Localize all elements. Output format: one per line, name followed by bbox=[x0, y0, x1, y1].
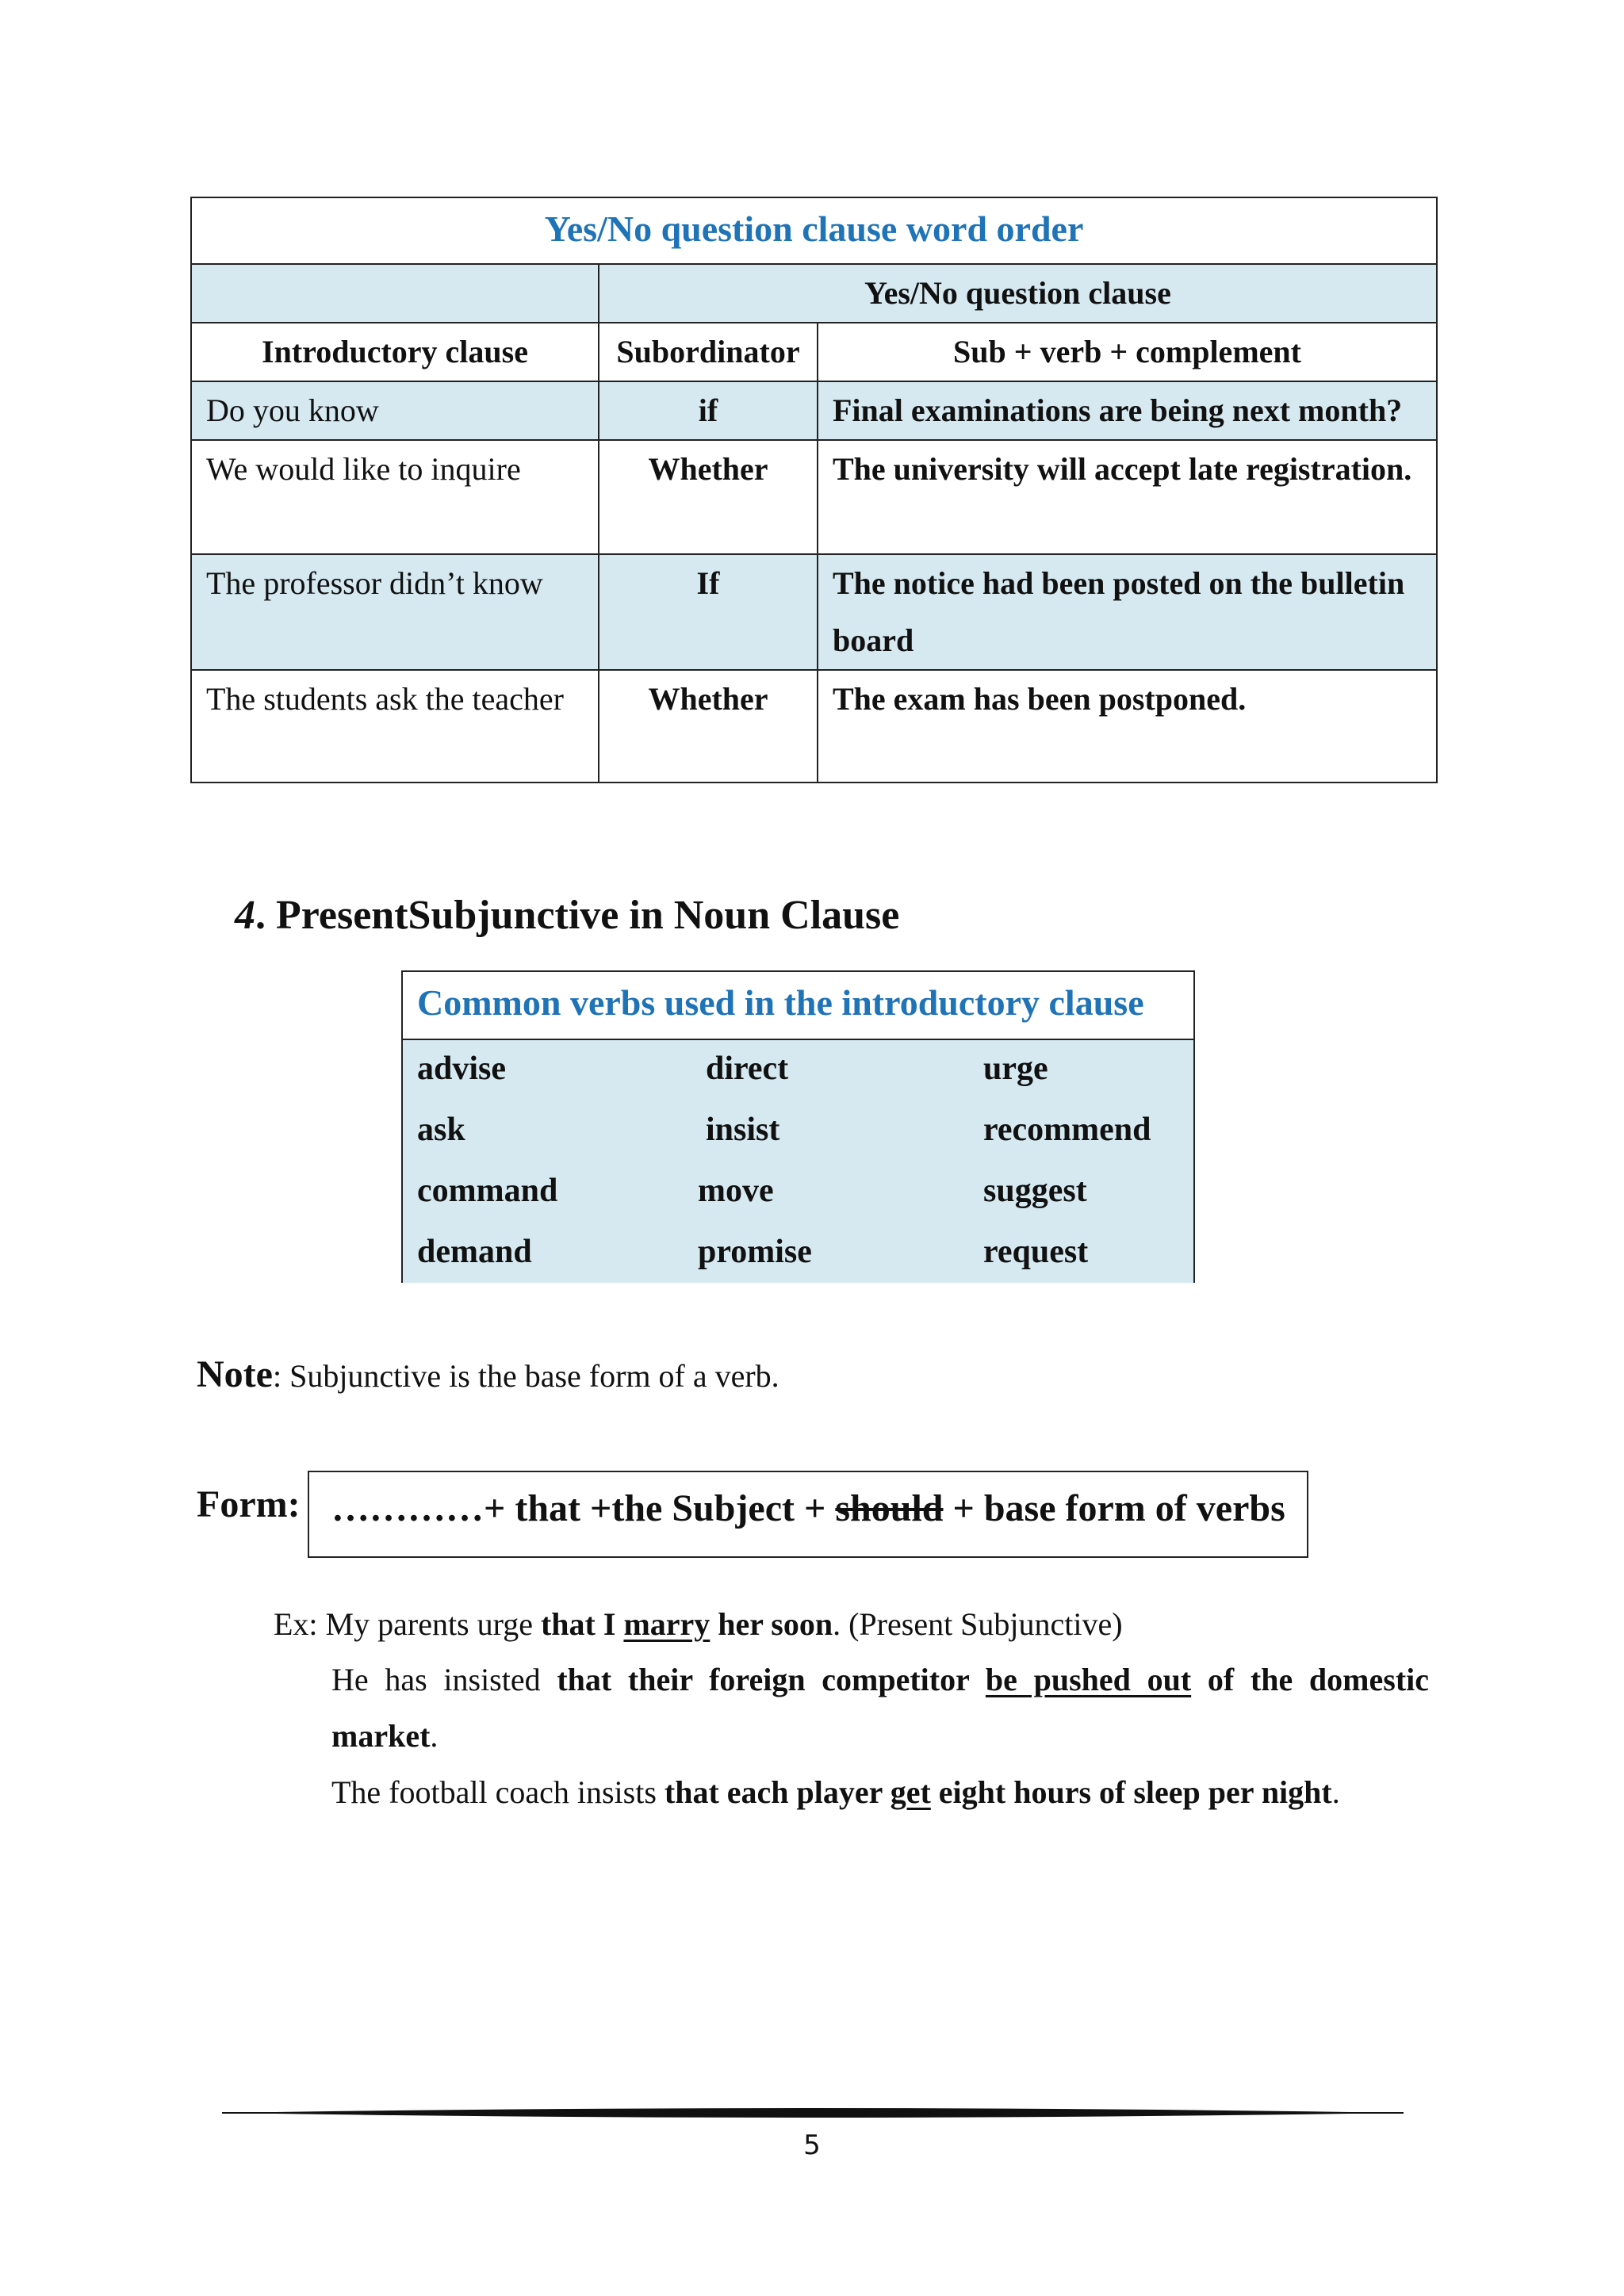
example-subjunctive-verb: marry bbox=[623, 1606, 710, 1642]
clause-cell: The university will accept late registration. bbox=[818, 440, 1437, 554]
section-number: 4 bbox=[235, 893, 255, 938]
example-text: Ex: My parents urge bbox=[274, 1606, 541, 1642]
group-header: Yes/No question clause bbox=[599, 264, 1437, 323]
example-bold: of the domestic bbox=[1191, 1662, 1430, 1697]
example-2 bbox=[331, 1661, 1429, 1698]
example-subjunctive-verb: get bbox=[890, 1774, 931, 1810]
clause-cell: The exam has been postponed. bbox=[818, 670, 1437, 783]
note-label: Note bbox=[197, 1353, 273, 1395]
subordinator-cell: If bbox=[599, 554, 818, 670]
intro-cell: We would like to inquire bbox=[191, 440, 599, 554]
word-order-table bbox=[190, 197, 1438, 783]
verbs-row bbox=[403, 1167, 1193, 1228]
form-part2: + base form of verbs bbox=[943, 1487, 1285, 1529]
example-1 bbox=[274, 1605, 1123, 1643]
example-text: The football coach insists bbox=[331, 1774, 665, 1810]
example-bold: that their foreign competitor bbox=[557, 1662, 986, 1697]
column-header: Introductory clause bbox=[191, 323, 599, 381]
clause-cell: Final examinations are being next month? bbox=[818, 381, 1437, 440]
note-text: : Subjunctive is the base form of a verb. bbox=[272, 1358, 779, 1394]
subordinator-cell: Whether bbox=[599, 670, 818, 783]
section-heading bbox=[235, 892, 899, 939]
verb-cell: suggest bbox=[983, 1173, 1087, 1209]
subordinator-cell: Whether bbox=[599, 440, 818, 554]
intro-cell: The professor didn’t know bbox=[191, 554, 599, 670]
footer-divider bbox=[222, 2105, 1404, 2121]
verb-cell: urge bbox=[983, 1050, 1048, 1087]
example-bold: that each player bbox=[664, 1774, 891, 1810]
intro-cell: Do you know bbox=[191, 381, 599, 440]
example-text: . (Present Subjunctive) bbox=[833, 1606, 1123, 1642]
example-bold: her soon bbox=[710, 1606, 833, 1642]
example-bold: market bbox=[331, 1718, 431, 1754]
example-text: . bbox=[1331, 1774, 1340, 1810]
verb-cell: command bbox=[417, 1173, 558, 1209]
verb-cell: promise bbox=[698, 1234, 812, 1270]
intro-cell: The students ask the teacher bbox=[191, 670, 599, 783]
note-paragraph bbox=[197, 1353, 779, 1396]
verbs-row bbox=[403, 1106, 1193, 1167]
table-row bbox=[191, 381, 1437, 440]
form-struck-word: should bbox=[835, 1487, 944, 1529]
example-2-continued bbox=[331, 1717, 438, 1755]
table-row bbox=[191, 554, 1437, 670]
verbs-row bbox=[403, 1228, 1193, 1289]
subordinator-cell: if bbox=[599, 381, 818, 440]
verbs-table-title: Common verbs used in the introductory clause bbox=[403, 972, 1193, 1040]
verbs-table-body bbox=[403, 1040, 1193, 1283]
verb-cell: demand bbox=[417, 1234, 532, 1270]
form-part1: …………+ that +the Subject + bbox=[331, 1487, 836, 1529]
example-bold: that I bbox=[540, 1606, 624, 1642]
example-bold: eight hours of sleep per night bbox=[930, 1774, 1332, 1810]
example-text: . bbox=[430, 1718, 439, 1754]
verb-cell: ask bbox=[417, 1112, 465, 1148]
table-row bbox=[191, 670, 1437, 783]
verb-cell: insist bbox=[706, 1112, 780, 1148]
verb-cell: recommend bbox=[983, 1112, 1151, 1148]
verb-cell: advise bbox=[417, 1050, 507, 1087]
page-number: 5 bbox=[803, 2130, 821, 2161]
column-header: Subordinator bbox=[599, 323, 818, 381]
table-row bbox=[191, 440, 1437, 554]
verbs-row bbox=[403, 1045, 1193, 1106]
form-label: Form: bbox=[197, 1483, 301, 1525]
verb-cell: direct bbox=[706, 1050, 789, 1087]
blank-header-cell bbox=[191, 264, 599, 323]
example-subjunctive-verb: be pushed out bbox=[985, 1662, 1192, 1697]
example-text: He has insisted bbox=[331, 1662, 557, 1697]
verb-cell: move bbox=[698, 1173, 774, 1209]
clause-cell: The notice had been posted on the bulletin board bbox=[818, 554, 1437, 670]
form-box bbox=[308, 1471, 1308, 1558]
verb-cell: request bbox=[983, 1234, 1089, 1270]
common-verbs-table bbox=[401, 970, 1195, 1283]
column-header: Sub + verb + complement bbox=[818, 323, 1437, 381]
table-title: Yes/No question clause word order bbox=[191, 197, 1437, 264]
example-3 bbox=[331, 1774, 1340, 1811]
section-title: . PresentSubjunctive in Noun Clause bbox=[255, 893, 900, 938]
